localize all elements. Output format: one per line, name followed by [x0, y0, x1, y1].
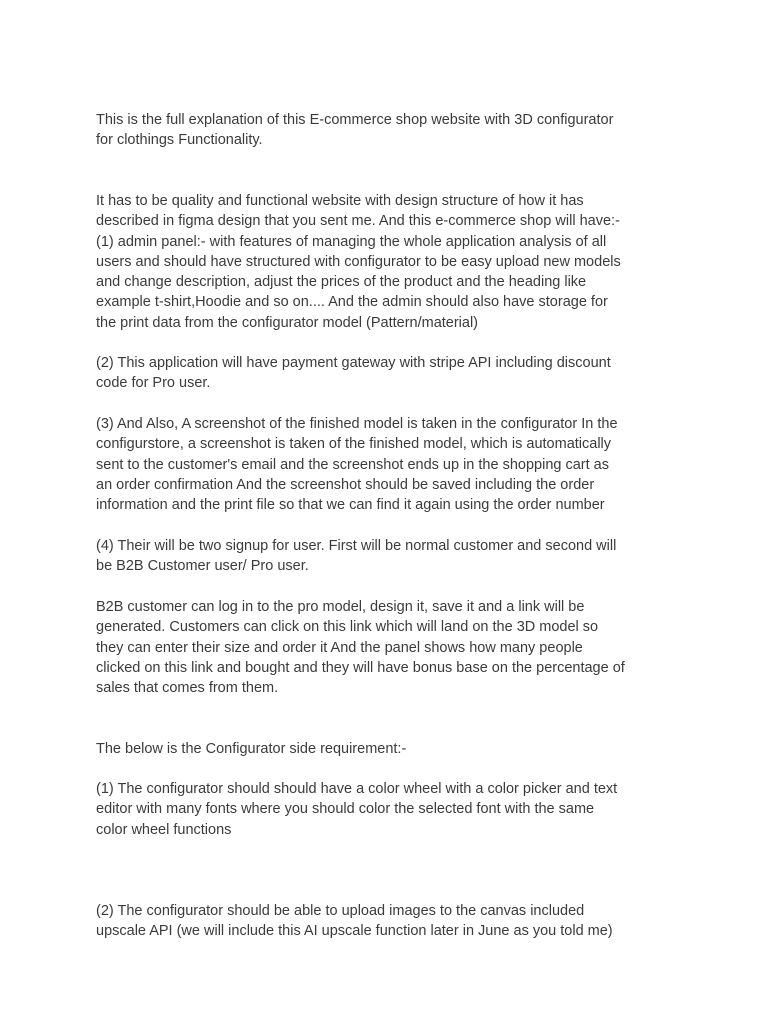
text-line: It has to be quality and functional website with design structure of how it has	[96, 193, 584, 209]
text-line: This is the full explanation of this E-commerce shop website with 3D configurator	[96, 112, 614, 128]
text-line: code for Pro user.	[96, 375, 211, 392]
text-line: B2B customer can log in to the pro model, design it, save it and a link will be	[96, 599, 585, 615]
text-line: (1) The configurator should should have a color wheel with a color picker and text	[96, 781, 618, 797]
color-wheel-paragraph	[96, 779, 676, 840]
text-line: (1) admin panel:- with features of managing the whole application analysis of all	[96, 233, 607, 250]
text-line: sent to the customer's email and the screenshot ends up in the shopping cart as	[96, 456, 609, 473]
screenshot-paragraph	[96, 414, 676, 515]
text-line: The below is the Configurator side requirement:-	[96, 741, 407, 757]
text-line: be B2B Customer user/ Pro user.	[96, 558, 309, 575]
text-line: described in figma design that you sent me. And this e-commerce shop will have:-	[96, 213, 620, 230]
text-line: the print data from the configurator model (Pattern/material)	[96, 314, 479, 331]
text-line: and change description, adjust the prices of the product and the heading like	[96, 274, 587, 291]
text-line: an order confirmation And the screenshot should be saved including the order	[96, 476, 595, 493]
text-line: (2) The configurator should be able to upload images to the canvas included	[96, 903, 585, 919]
text-line: (2) This application will have payment gateway with stripe API including discount	[96, 355, 611, 371]
signup-paragraph	[96, 536, 676, 577]
b2b-paragraph	[96, 597, 676, 698]
text-line: information and the print file so that we can find it again using the order number	[96, 497, 605, 514]
image-upload-paragraph	[96, 901, 676, 942]
text-line: they can enter their size and order it And the panel shows how many people	[96, 639, 583, 656]
text-line: users and should have structured with configurator to be easy upload new models	[96, 253, 621, 270]
intro-paragraph	[96, 110, 676, 151]
text-line: sales that comes from them.	[96, 680, 279, 697]
text-line: (3) And Also, A screenshot of the finished model is taken in the configurator In the	[96, 416, 618, 432]
text-line: (4) Their will be two signup for user. First will be normal customer and second will	[96, 538, 617, 554]
text-line: clicked on this link and bought and they will have bonus base on the percentage of	[96, 659, 625, 676]
text-line: for clothings Functionality.	[96, 132, 263, 149]
text-line: editor with many fonts where you should color the selected font with the same	[96, 801, 595, 818]
text-line: generated. Customers can click on this link which will land on the 3D model so	[96, 619, 599, 636]
text-line: example t-shirt,Hoodie and so on.... And the admin should also have storage for	[96, 294, 608, 311]
configurator-heading	[96, 739, 676, 759]
overview-paragraph	[96, 191, 676, 333]
text-line: configurstore, a screenshot is taken of the finished model, which is automatically	[96, 436, 612, 453]
text-line: upscale API (we will include this AI upscale function later in June as you told me)	[96, 923, 613, 940]
payment-paragraph	[96, 353, 676, 394]
text-line: color wheel functions	[96, 821, 232, 838]
